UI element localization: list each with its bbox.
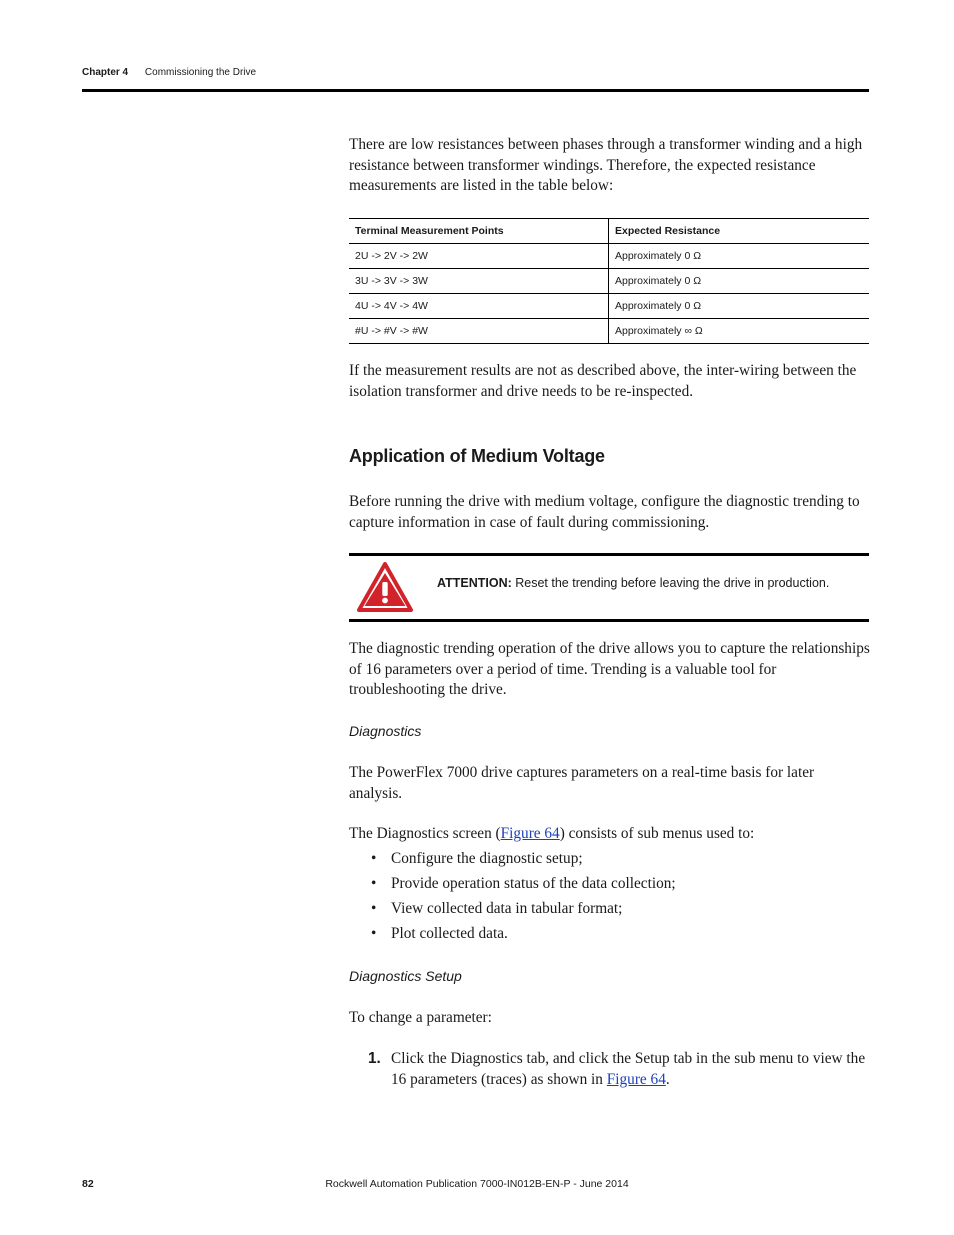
intro-paragraph: There are low resistances between phases through a transformer winding and a high resistance between transformer windings. Therefore, the expected resistance measurements are listed in the table below: (349, 136, 863, 194)
list-item: • View collected data in tabular format; (349, 899, 676, 924)
header-rule (82, 89, 869, 92)
table-cell: Approximately ∞ Ω (609, 319, 870, 344)
table-cell: #U -> #V -> #W (349, 319, 609, 344)
table-cell: 3U -> 3V -> 3W (349, 269, 609, 294)
step-text: Click the Diagnostics tab, and click the Setup tab in the sub menu to view the 16 parameters (traces) as shown in (391, 1050, 866, 1088)
figure-64-link[interactable]: Figure 64 (606, 1070, 666, 1088)
after-table-paragraph: If the measurement results are not as described above, the inter-wiring between the isolation transformer and drive needs to be re-inspected. (349, 362, 857, 400)
table-cell: Approximately 0 Ω (609, 269, 870, 294)
list-item: • Plot collected data. (349, 924, 676, 949)
list-item: • Provide operation status of the data collection; (349, 874, 676, 899)
table-cell: Approximately 0 Ω (609, 244, 870, 269)
running-header (82, 67, 256, 78)
table-row (349, 244, 869, 269)
table-row (349, 269, 869, 294)
attention-bottom-rule (349, 619, 869, 622)
attention-label: ATTENTION: (437, 576, 512, 590)
list-item: • Configure the diagnostic setup; (349, 849, 676, 874)
step-text-block (391, 1049, 871, 1090)
step-end: . (665, 1070, 670, 1088)
table-row (349, 294, 869, 319)
trending-paragraph: The diagnostic trending operation of the drive allows you to capture the relationships of 16 parameters over a period of time. Trending is a valuable tool for troubleshooting the drive. (349, 640, 870, 698)
section-paragraph: Before running the drive with medium voltage, configure the diagnostic trending to capture information in case of fault during commissioning. (349, 493, 860, 531)
table-cell: 4U -> 4V -> 4W (349, 294, 609, 319)
submenu-bullet-list (349, 849, 676, 949)
figure-64-link[interactable]: Figure 64 (500, 825, 560, 842)
subheading-diagnostics: Diagnostics (349, 723, 422, 739)
step-number: 1. (368, 1050, 381, 1067)
publication-footer: Rockwell Automation Publication 7000-IN012B-EN-P - June 2014 (325, 1178, 629, 1190)
table-header-cell: Terminal Measurement Points (349, 219, 609, 244)
table-header-row (349, 219, 869, 244)
chapter-label: Chapter 4 (82, 67, 129, 78)
chapter-title: Commissioning the Drive (144, 67, 257, 78)
warning-triangle-icon (356, 561, 414, 618)
subheading-diagnostics-setup: Diagnostics Setup (349, 968, 462, 984)
screen-sentence-before: The Diagnostics screen ( (349, 825, 501, 842)
table-row (349, 319, 869, 344)
change-parameter-text: To change a parameter: (349, 1009, 492, 1026)
table-header-cell: Expected Resistance (609, 219, 870, 244)
section-heading: Application of Medium Voltage (349, 446, 605, 466)
table-cell: Approximately 0 Ω (609, 294, 870, 319)
attention-top-rule (349, 553, 869, 556)
attention-message (437, 576, 829, 590)
attention-text: Reset the trending before leaving the drive in production. (511, 576, 830, 590)
screen-sentence (349, 824, 871, 845)
resistance-table (349, 218, 869, 344)
screen-sentence-after: ) consists of sub menus used to: (559, 825, 755, 842)
page-number: 82 (82, 1178, 94, 1190)
diagnostics-paragraph: The PowerFlex 7000 drive captures parameters on a real-time basis for later analysis. (349, 764, 815, 802)
step-1 (349, 1049, 871, 1090)
table-cell: 2U -> 2V -> 2W (349, 244, 609, 269)
